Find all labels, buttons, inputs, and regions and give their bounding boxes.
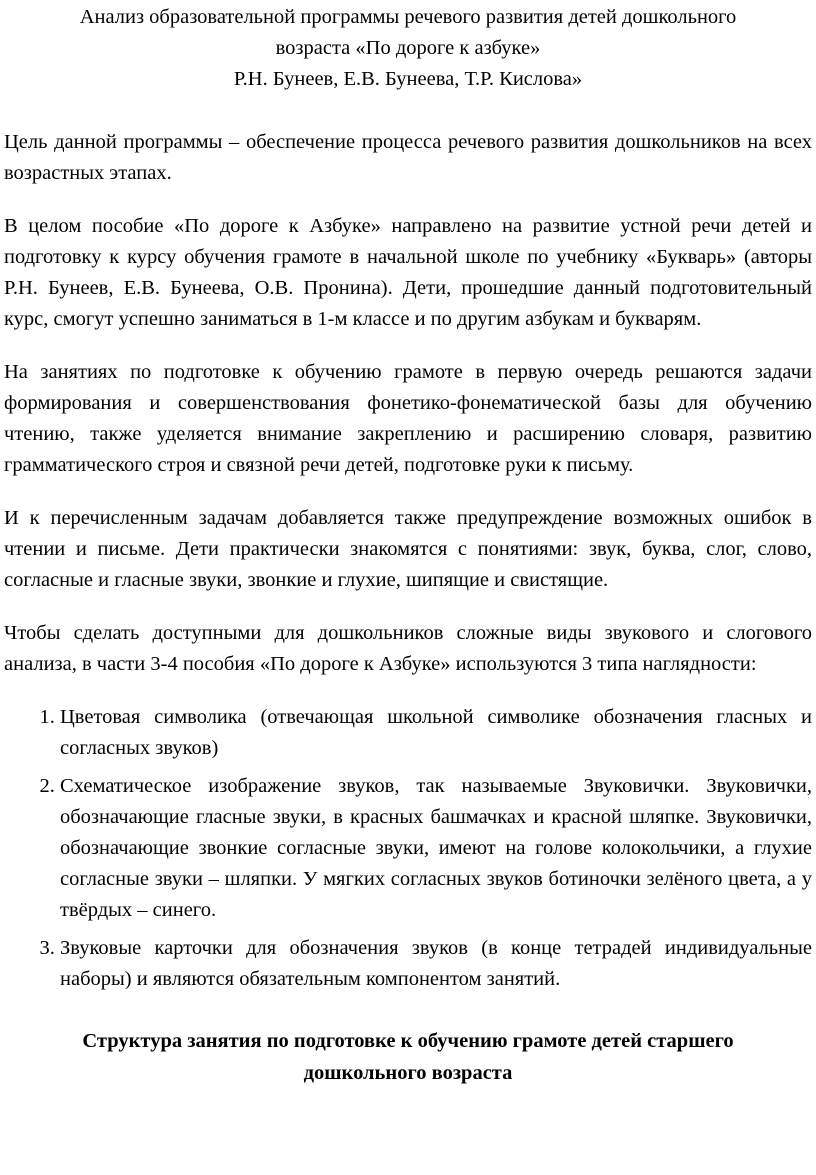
- list-item: 3. Звуковые карточки для обозначения звуков (в конце тетрадей индивидуальные наборы) и являются обязательным компонентом занятий.: [60, 933, 812, 995]
- visual-aids-list: [4, 702, 812, 995]
- title-line-2: возраста «По дороге к азбуке»: [275, 37, 541, 59]
- document-title: [4, 2, 812, 95]
- section-title-line-2: дошкольного возраста: [303, 1062, 513, 1084]
- paragraph-tasks: На занятиях по подготовке к обучению грамоте в первую очередь решаются задачи формирования и совершенствования фонетико-фонематической базы для обучению чтению, также уделяется внимание закреплению и расширению словаря, развитию грамматического строя и связной речи детей, подготовке руки к письму.: [4, 361, 812, 476]
- list-item: 1. Цветовая символика (отвечающая школьной символике обозначения гласных и согласных звуков): [60, 702, 812, 764]
- paragraph-overview: В целом пособие «По дороге к Азбуке» направлено на развитие устной речи детей и подготовку к курсу обучения грамоте в начальной школе по учебнику «Букварь» (авторы Р.Н. Бунеев, Е.В. Бунеева, О.В. Пронина). Дети, прошедшие данный подготовительный курс, смогут успешно заниматься в 1-м классе и по другим азбукам и букварям.: [4, 215, 812, 330]
- title-line-1: Анализ образовательной программы речевого развития детей дошкольного: [79, 6, 737, 28]
- title-spacer: [4, 95, 812, 127]
- title-line-3: Р.Н. Бунеев, Е.В. Бунеева, Т.Р. Кислова»: [233, 68, 583, 90]
- list-item: 2. Схематическое изображение звуков, так называемые Звуковички. Звуковички, обозначающие гласные звуки, в красных башмачках и красной шляпке. Звуковички, обозначающие звонкие согласные звуки, имеют на голове колокольчики, а глухие согласные звуки – шляпки. У мягких согласных звуков ботиночки зелёного цвета, а у твёрдых – синего.: [60, 771, 812, 926]
- section-title-line-1: Структура занятия по подготовке к обучению грамоте детей старшего: [82, 1030, 734, 1052]
- section-title: [4, 1025, 812, 1089]
- paragraph-error-prevention: И к перечисленным задачам добавляется также предупреждение возможных ошибок в чтении и письме. Дети практически знакомятся с понятиями: звук, буква, слог, слово, согласные и гласные звуки, звонкие и глухие, шипящие и свистящие.: [4, 507, 812, 591]
- paragraph-visual-aids-intro: Чтобы сделать доступными для дошкольников сложные виды звукового и слогового анализа, в части 3-4 пособия «По дороге к Азбуке» используются 3 типа наглядности:: [4, 622, 812, 675]
- paragraph-goal: Цель данной программы – обеспечение процесса речевого развития дошкольников на всех возрастных этапах.: [4, 131, 812, 184]
